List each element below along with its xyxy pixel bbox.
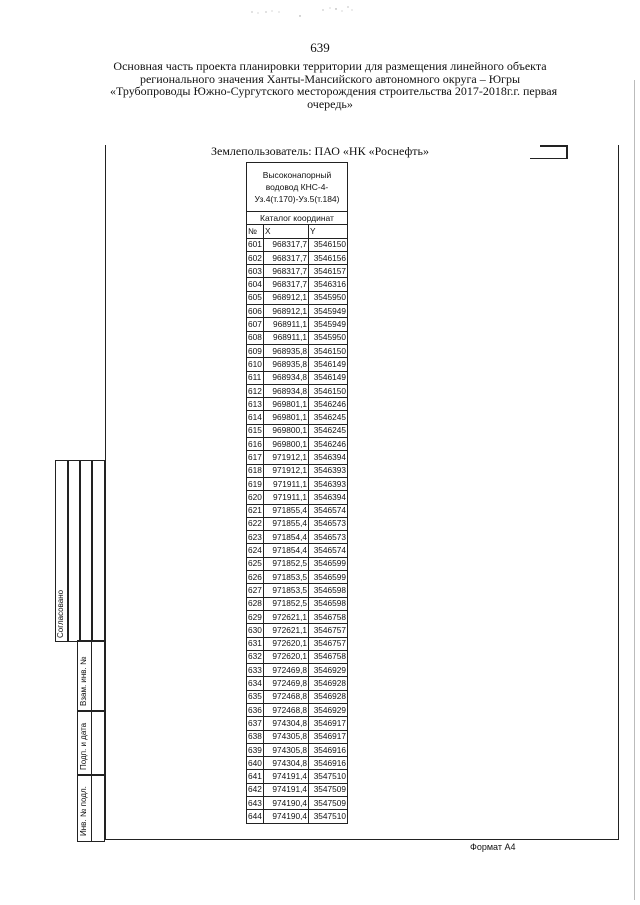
table-row (247, 305, 348, 318)
table-row (247, 730, 348, 743)
table-row (247, 291, 348, 304)
coord-y: 3545950 (309, 291, 348, 304)
coord-x: 968935,8 (264, 358, 309, 371)
coord-y: 3547510 (309, 770, 348, 783)
coord-y: 3546758 (309, 610, 348, 623)
table-row (247, 544, 348, 557)
coord-x: 974305,8 (264, 743, 309, 756)
stamp-label-original-inv: Инв. № подл. (79, 786, 88, 836)
table-row (247, 238, 348, 251)
table-row (247, 757, 348, 770)
table-row (247, 677, 348, 690)
point-number: 624 (247, 544, 264, 557)
table-row (247, 703, 348, 716)
coord-x: 968934,8 (264, 384, 309, 397)
stamp-cell (91, 460, 105, 642)
coord-x: 968912,1 (264, 305, 309, 318)
coord-x: 969800,1 (264, 424, 309, 437)
coord-x: 971911,1 (264, 491, 309, 504)
stamp-label-agreed: Согласовано (56, 589, 65, 638)
point-number: 632 (247, 650, 264, 663)
coord-x: 969801,1 (264, 411, 309, 424)
coord-y: 3546758 (309, 650, 348, 663)
coord-y: 3546245 (309, 424, 348, 437)
point-number: 604 (247, 278, 264, 291)
approval-stamp (55, 460, 105, 840)
table-row (247, 477, 348, 490)
coord-y: 3546574 (309, 544, 348, 557)
table-row (247, 251, 348, 264)
coord-x: 972620,1 (264, 637, 309, 650)
scan-edge (634, 80, 635, 900)
coord-y: 3546598 (309, 597, 348, 610)
point-number: 642 (247, 783, 264, 796)
coord-y: 3546928 (309, 690, 348, 703)
coord-y: 3545949 (309, 318, 348, 331)
coord-x: 968911,1 (264, 318, 309, 331)
coord-x: 971852,5 (264, 597, 309, 610)
table-row (247, 717, 348, 730)
coord-x: 968912,1 (264, 291, 309, 304)
table-row (247, 358, 348, 371)
page-number: 639 (310, 40, 330, 55)
table-row (247, 384, 348, 397)
table-row (247, 318, 348, 331)
coord-x: 974304,8 (264, 717, 309, 730)
header-line: «Трубопроводы Южно-Сургутского месторождения строительства 2017-2018г.г. первая (110, 84, 558, 98)
point-number: 627 (247, 584, 264, 597)
coord-y: 3546245 (309, 411, 348, 424)
coordinate-table (246, 162, 348, 824)
coord-x: 968317,7 (264, 265, 309, 278)
point-number: 615 (247, 424, 264, 437)
coord-x: 971854,4 (264, 531, 309, 544)
stamp-cell (91, 640, 105, 842)
coord-x: 972469,8 (264, 677, 309, 690)
coord-x: 971854,4 (264, 544, 309, 557)
table-row (247, 597, 348, 610)
table-row (247, 637, 348, 650)
point-number: 643 (247, 797, 264, 810)
point-number: 619 (247, 477, 264, 490)
coord-x: 974191,4 (264, 770, 309, 783)
coord-x: 968934,8 (264, 371, 309, 384)
table-row (247, 810, 348, 823)
coord-y: 3546916 (309, 757, 348, 770)
table-row (247, 624, 348, 637)
coord-x: 971855,4 (264, 517, 309, 530)
coord-x: 972620,1 (264, 650, 309, 663)
point-number: 617 (247, 451, 264, 464)
header-line: регионального значения Ханты-Мансийского автономного округа – Югры (139, 71, 521, 86)
coord-y: 3546393 (309, 464, 348, 477)
table-row (247, 438, 348, 451)
coord-x: 974191,4 (264, 783, 309, 796)
point-number: 618 (247, 464, 264, 477)
point-number: 640 (247, 757, 264, 770)
table-row (247, 664, 348, 677)
frame-corner-mark (530, 158, 566, 159)
point-number: 631 (247, 637, 264, 650)
point-number: 637 (247, 717, 264, 730)
coord-y: 3546149 (309, 371, 348, 384)
table-row (247, 797, 348, 810)
coord-y: 3546574 (309, 504, 348, 517)
point-number: 644 (247, 810, 264, 823)
table-row (247, 451, 348, 464)
point-number: 621 (247, 504, 264, 517)
coord-x: 971911,1 (264, 477, 309, 490)
stamp-label-replacement-inv: Взам. инв. № (79, 656, 88, 706)
coord-y: 3546916 (309, 743, 348, 756)
coord-y: 3546917 (309, 717, 348, 730)
table-row (247, 650, 348, 663)
frame-corner-mark (540, 145, 568, 147)
coord-y: 3546150 (309, 238, 348, 251)
coord-x: 968935,8 (264, 344, 309, 357)
table-row (247, 424, 348, 437)
coord-y: 3546157 (309, 265, 348, 278)
point-number: 630 (247, 624, 264, 637)
point-number: 614 (247, 411, 264, 424)
table-row (247, 743, 348, 756)
coord-y: 3546757 (309, 624, 348, 637)
coord-y: 3546757 (309, 637, 348, 650)
point-number: 641 (247, 770, 264, 783)
land-user: Землепользователь: ПАО «НК «Роснефть» (211, 144, 429, 158)
coord-y: 3546246 (309, 398, 348, 411)
frame-bottom-border (105, 839, 619, 840)
coord-x: 971852,5 (264, 557, 309, 570)
coord-y: 3546149 (309, 358, 348, 371)
point-number: 638 (247, 730, 264, 743)
coord-x: 971855,4 (264, 504, 309, 517)
header-line: Основная часть проекта планировки территории для размещения линейного объекта (113, 59, 547, 73)
point-number: 605 (247, 291, 264, 304)
coord-y: 3546393 (309, 477, 348, 490)
point-number: 607 (247, 318, 264, 331)
frame-corner-mark (566, 145, 568, 159)
table-row (247, 398, 348, 411)
coord-x: 972468,8 (264, 690, 309, 703)
point-number: 602 (247, 251, 264, 264)
point-number: 613 (247, 398, 264, 411)
coord-y: 3546156 (309, 251, 348, 264)
table-row (247, 571, 348, 584)
coord-y: 3546598 (309, 584, 348, 597)
point-number: 601 (247, 238, 264, 251)
coord-y: 3546150 (309, 344, 348, 357)
coord-x: 968317,7 (264, 238, 309, 251)
coord-y: 3546246 (309, 438, 348, 451)
format-label: Формат А4 (470, 842, 516, 852)
column-header-number: № (247, 225, 264, 238)
coord-y: 3546573 (309, 531, 348, 544)
coord-x: 972621,1 (264, 624, 309, 637)
coord-x: 968911,1 (264, 331, 309, 344)
scan-artifacts (0, 0, 640, 30)
coord-y: 3545950 (309, 331, 348, 344)
coord-x: 974305,8 (264, 730, 309, 743)
frame-right-border (618, 145, 619, 840)
coord-y: 3545949 (309, 305, 348, 318)
table-row (247, 504, 348, 517)
coord-y: 3546599 (309, 571, 348, 584)
table-row (247, 344, 348, 357)
coord-x: 968317,7 (264, 251, 309, 264)
point-number: 603 (247, 265, 264, 278)
coord-y: 3546929 (309, 664, 348, 677)
coord-y: 3546573 (309, 517, 348, 530)
header-line: очередь» (307, 96, 353, 111)
point-number: 610 (247, 358, 264, 371)
coord-y: 3547510 (309, 810, 348, 823)
coord-x: 971853,5 (264, 571, 309, 584)
coord-x: 969801,1 (264, 398, 309, 411)
point-number: 611 (247, 371, 264, 384)
coord-x: 974190,4 (264, 797, 309, 810)
point-number: 606 (247, 305, 264, 318)
point-number: 635 (247, 690, 264, 703)
coord-y: 3546394 (309, 451, 348, 464)
point-number: 616 (247, 438, 264, 451)
frame-left-border (105, 145, 106, 840)
coord-x: 974190,4 (264, 810, 309, 823)
table-row (247, 371, 348, 384)
coord-y: 3546917 (309, 730, 348, 743)
table-row (247, 464, 348, 477)
point-number: 628 (247, 597, 264, 610)
coord-y: 3546316 (309, 278, 348, 291)
coord-x: 968317,7 (264, 278, 309, 291)
point-number: 625 (247, 557, 264, 570)
table-row (247, 783, 348, 796)
table-row (247, 531, 348, 544)
coord-y: 3546599 (309, 557, 348, 570)
point-number: 629 (247, 610, 264, 623)
table-row (247, 411, 348, 424)
table-row (247, 278, 348, 291)
coord-y: 3547509 (309, 797, 348, 810)
column-header-x: X (264, 225, 309, 238)
point-number: 634 (247, 677, 264, 690)
object-title: Высоконапорный водовод КНС-4-Уз.4(т.170)-Уз.5(т.184) (247, 163, 348, 212)
coord-y: 3546150 (309, 384, 348, 397)
table-row (247, 265, 348, 278)
table-row (247, 584, 348, 597)
table-row (247, 517, 348, 530)
table-row (247, 331, 348, 344)
coord-y: 3546394 (309, 491, 348, 504)
coord-x: 972469,8 (264, 664, 309, 677)
coord-y: 3546929 (309, 703, 348, 716)
catalog-label: Каталог координат (247, 212, 348, 225)
point-number: 609 (247, 344, 264, 357)
point-number: 636 (247, 703, 264, 716)
point-number: 626 (247, 571, 264, 584)
column-header-y: Y (309, 225, 348, 238)
table-row (247, 690, 348, 703)
coord-x: 971912,1 (264, 451, 309, 464)
coord-x: 971912,1 (264, 464, 309, 477)
table-row (247, 557, 348, 570)
point-number: 608 (247, 331, 264, 344)
point-number: 623 (247, 531, 264, 544)
point-number: 612 (247, 384, 264, 397)
coord-x: 969800,1 (264, 438, 309, 451)
coord-y: 3546928 (309, 677, 348, 690)
point-number: 620 (247, 491, 264, 504)
point-number: 633 (247, 664, 264, 677)
table-row (247, 770, 348, 783)
stamp-label-signature-date: Подп. и дата (79, 722, 88, 770)
table-row (247, 491, 348, 504)
coord-x: 972468,8 (264, 703, 309, 716)
coord-x: 972621,1 (264, 610, 309, 623)
coord-x: 974304,8 (264, 757, 309, 770)
coord-y: 3547509 (309, 783, 348, 796)
point-number: 639 (247, 743, 264, 756)
point-number: 622 (247, 517, 264, 530)
document-header (110, 59, 558, 111)
table-row (247, 610, 348, 623)
coord-x: 971853,5 (264, 584, 309, 597)
